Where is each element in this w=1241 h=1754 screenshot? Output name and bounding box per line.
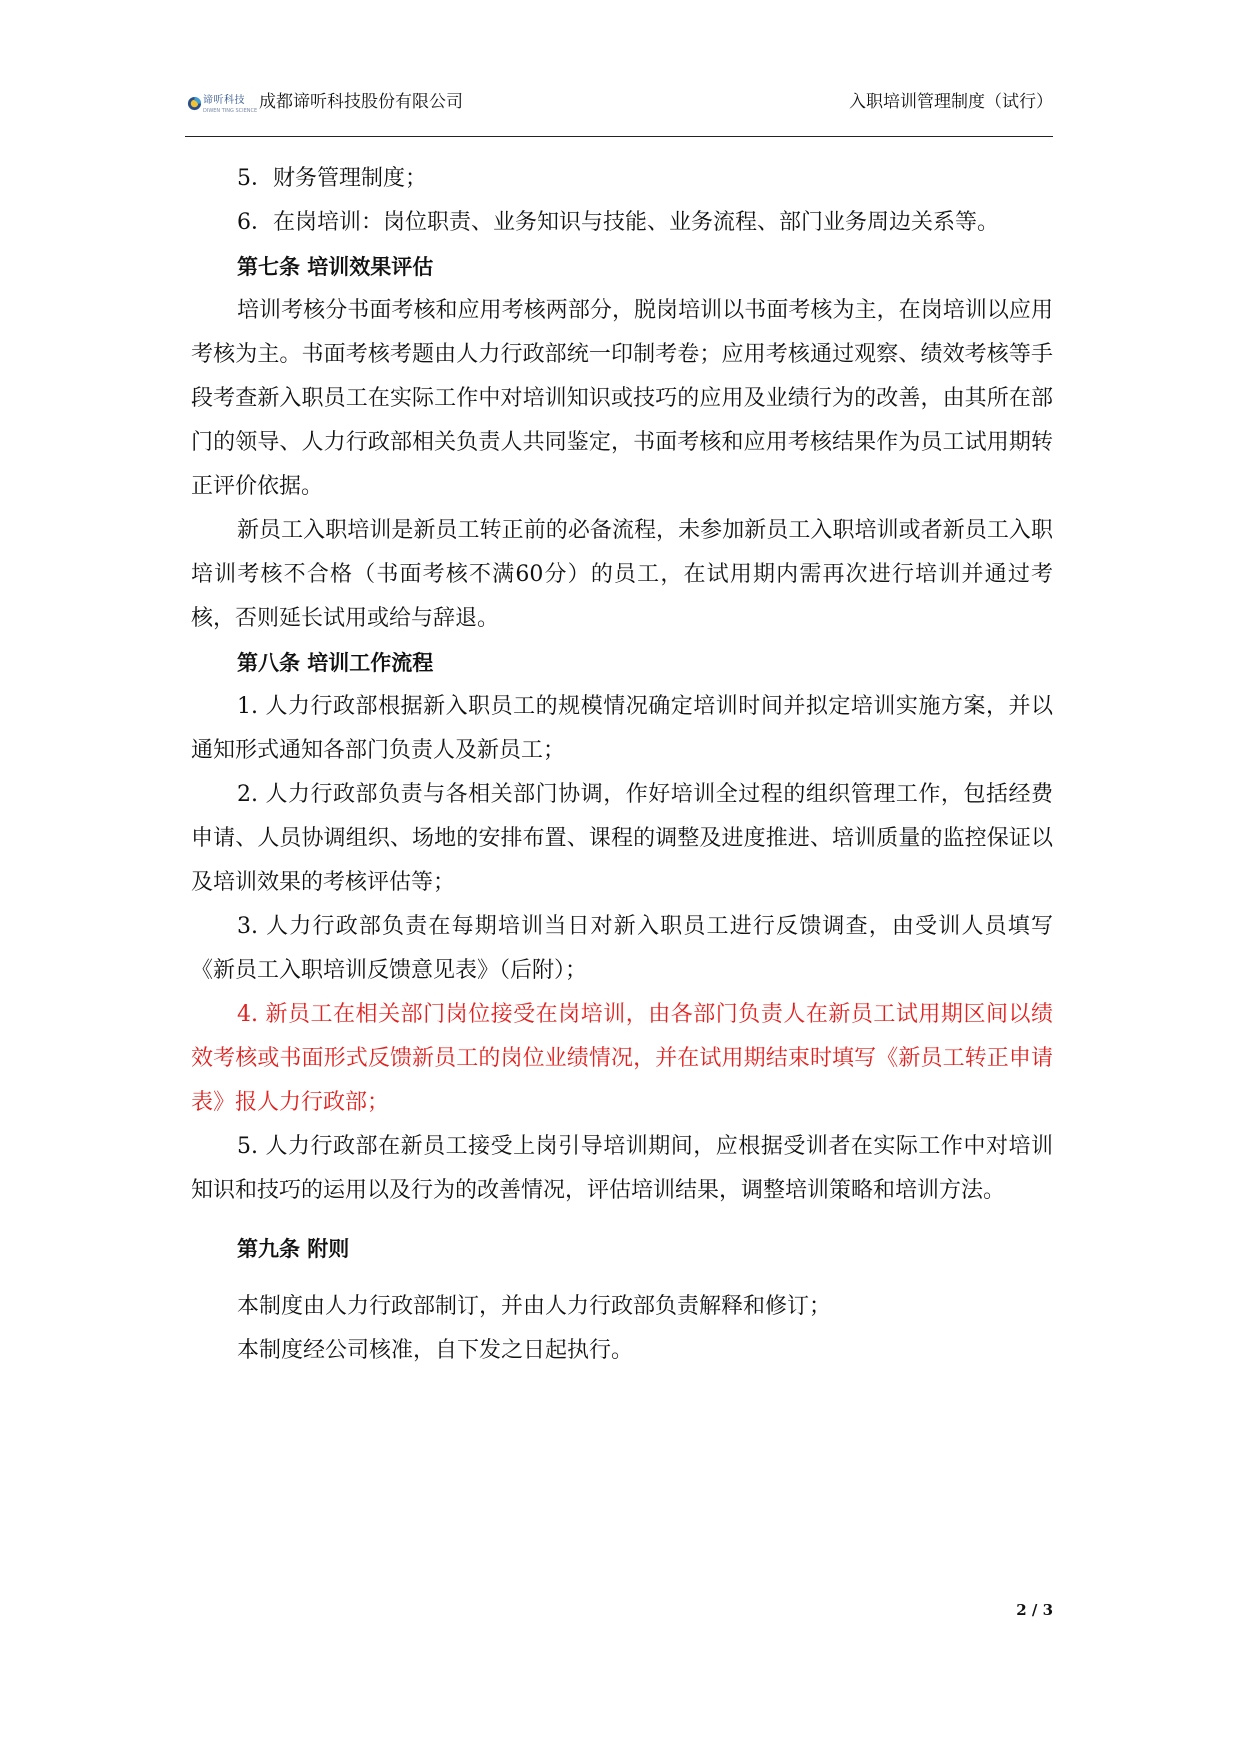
paragraph: 本制度由人力行政部制订，并由人力行政部负责解释和修订； — [237, 1294, 832, 1319]
page-header — [185, 84, 1053, 137]
section-heading-9: 第九条 附则 — [237, 1237, 350, 1261]
document-body — [191, 157, 1053, 1373]
paragraph: 1. 人力行政部根据新入职员工的规模情况确定培训时间并拟定培训实施方案，并以通知形式通知各部门负责人及新员工； — [191, 694, 1053, 763]
section-heading-8: 第八条 培训工作流程 — [237, 651, 434, 675]
page-number: 2 / 3 — [1016, 1601, 1053, 1619]
paragraph: 培训考核分书面考核和应用考核两部分，脱岗培训以书面考核为主，在岗培训以应用考核为主。书面考核考题由人力行政部统一印制考卷；应用考核通过观察、绩效考核等手段考查新入职员工在实际工作中对培训知识或技巧的应用及业绩行为的改善，由其所在部门的领导、人力行政部相关负责人共同鉴定，书面考核和应用考核结果作为员工试用期转正评价依据。 — [191, 298, 1053, 499]
document-title: 入职培训管理制度（试行） — [849, 92, 1053, 112]
logo-mark-icon — [187, 96, 202, 111]
logo-text: 谛听科技 — [203, 95, 245, 106]
company-name: 成都谛听科技股份有限公司 — [259, 92, 463, 112]
paragraph: 3. 人力行政部负责在每期培训当日对新入职员工进行反馈调查，由受训人员填写《新员工入职培训反馈意见表》（后附）； — [191, 914, 1053, 983]
paragraph: 新员工入职培训是新员工转正前的必备流程，未参加新员工入职培训或者新员工入职培训考核不合格（书面考核不满60分）的员工，在试用期内需再次进行培训并通过考核，否则延长试用或给与辞退。 — [191, 518, 1053, 631]
section-heading-7: 第七条 培训效果评估 — [237, 255, 434, 279]
paragraph: 6．在岗培训：岗位职责、业务知识与技能、业务流程、部门业务周边关系等。 — [237, 210, 999, 235]
logo-subtext: DIWEN TING SCIENCE — [203, 108, 258, 114]
paragraph: 5．财务管理制度； — [237, 166, 427, 191]
paragraph: 本制度经公司核准，自下发之日起执行。 — [237, 1338, 634, 1363]
paragraph: 5. 人力行政部在新员工接受上岗引导培训期间，应根据受训者在实际工作中对培训知识和技巧的运用以及行为的改善情况，评估培训结果，调整培训策略和培训方法。 — [191, 1134, 1053, 1203]
company-logo — [187, 94, 262, 118]
paragraph: 2. 人力行政部负责与各相关部门协调，作好培训全过程的组织管理工作，包括经费申请、人员协调组织、场地的安排布置、课程的调整及进度推进、培训质量的监控保证以及培训效果的考核评估等； — [191, 782, 1053, 895]
highlighted-paragraph: 4. 新员工在相关部门岗位接受在岗培训，由各部门负责人在新员工试用期区间以绩效考核或书面形式反馈新员工的岗位业绩情况，并在试用期结束时填写《新员工转正申请表》报人力行政部； — [191, 1002, 1053, 1115]
